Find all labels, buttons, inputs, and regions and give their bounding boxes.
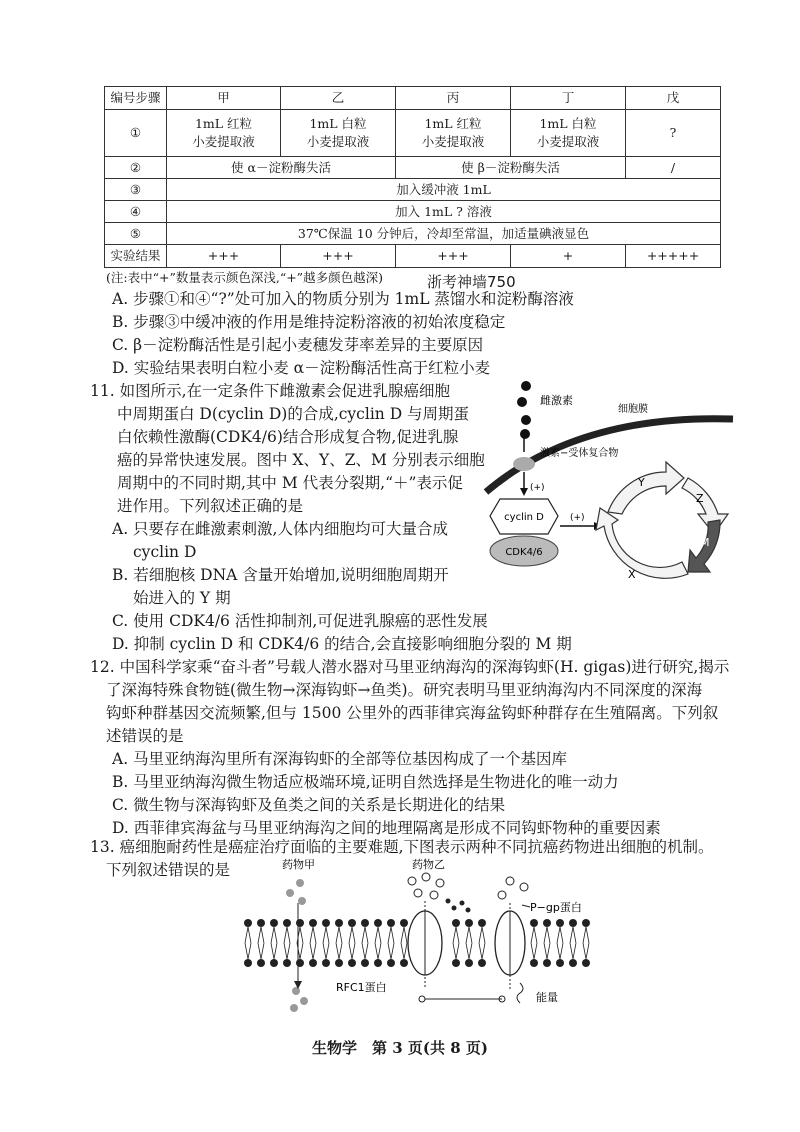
lipid-head [582,959,590,967]
lipid-head [452,919,460,927]
drug-a-particle [298,897,306,905]
lipid-tail [310,943,316,959]
table-cell: 加入 1mL ? 溶液 [167,201,721,223]
lipid-tail [583,927,589,943]
plus-label: (+) [530,483,545,493]
lipid-head [348,959,356,967]
lipid-head [400,919,408,927]
lipid-tail [453,943,459,959]
cyclin-d-label: cyclin D [504,512,544,523]
table-cell: 使 β－淀粉酶失活 [396,157,626,179]
table-note: (注:表中“+”数量表示颜色深浅,“+”越多颜色越深) [106,270,383,285]
ligand-dot [466,908,471,913]
table-cell: +++++ [626,245,721,268]
phase-x-label: X [628,568,636,581]
lipid-head [283,919,291,927]
lipid-tail [375,943,381,959]
drug-b-label: 药物乙 [412,858,445,871]
lipid-tail [349,927,355,943]
table-row [105,223,721,245]
lipid-tail [349,943,355,959]
q12-option-c: C. 微生物与深海钩虾及鱼类之间的关系是长期进化的结果 [112,796,506,814]
table-cell: ? [626,110,721,157]
lipid-tail [336,943,342,959]
lipid-head [400,959,408,967]
drug-b-particle [430,891,438,899]
step-label: ② [105,157,167,179]
q11-option-d: D. 抑制 cyclin D 和 CDK4/6 的结合,会直接影响细胞分裂的 M 期 [112,635,572,653]
lipid-tail [245,943,251,959]
table-row [105,245,721,268]
table-cell: +++ [167,245,281,268]
phase-m-label: M [700,536,710,549]
drug-b-particle [520,883,528,891]
lipid-head [348,919,356,927]
cycle-arrow-y [608,462,684,514]
pgp-pointer [522,905,530,907]
drug-transport-figure [240,853,600,1023]
q10-option-b: B. 步骤③中缓冲液的作用是维持淀粉溶液的初始浓度稳定 [112,313,506,331]
lipid-head [465,919,473,927]
lipid-head [244,919,252,927]
lipid-head [569,919,577,927]
table-cell: 使 α－淀粉酶失活 [167,157,396,179]
lipid-tail [258,943,264,959]
lipid-tail [284,927,290,943]
membrane-label: 细胞膜 [618,404,648,415]
step-label: ③ [105,179,167,201]
lipid-tail [245,927,251,943]
table-header-cell: 甲 [167,87,281,110]
lipid-tail [570,943,576,959]
lipid-head [530,919,538,927]
cell-line: 小麦提取液 [306,134,370,149]
lipid-head [543,919,551,927]
table-cell: / [626,157,721,179]
q11-stem-line: 中周期蛋白 D(cyclin D)的合成,cyclin D 与周期蛋 [117,405,470,423]
q10-option-a: A. 步骤①和④“?”处可加入的物质分别为 1mL 蒸馏水和淀粉酶溶液 [112,290,574,308]
estrogen-dot [520,429,530,439]
cycle-arrow-z [682,478,728,534]
phase-y-label: Y [638,476,645,489]
lipid-tail [570,927,576,943]
cell-cycle-figure [478,374,738,584]
step-label: ① [105,110,167,157]
lipid-tail [375,927,381,943]
q12-stem-line: 了深海特殊食物链(微生物→深海钩虾→鱼类)。研究表明马里亚纳海沟内不同深度的深海 [106,681,703,699]
lipid-head [244,959,252,967]
drug-b-particle [419,996,425,1002]
q11-stem-line: 白依赖性激酶(CDK4/6)结合形成复合物,促进乳腺 [117,428,459,446]
step-label: 实验结果 [105,245,167,268]
table-row [105,157,721,179]
drug-a-particle [290,1004,298,1012]
cell-line: 小麦提取液 [421,134,485,149]
q11-stem-line: 癌的异常快速发展。图中 X、Y、Z、M 分别表示细胞 [117,451,485,469]
receptor-complex [513,457,535,471]
q10-option-d: D. 实验结果表明白粒小麦 α－淀粉酶活性高于红粒小麦 [112,359,491,377]
lipid-tail [362,927,368,943]
lipid-tail [544,943,550,959]
lipid-head [478,959,486,967]
estrogen-label: 雌激素 [540,394,573,407]
lipid-head [361,959,369,967]
lipid-head [257,959,265,967]
q12-option-d: D. 西菲律宾海盆与马里亚纳海沟之间的地理隔离是形成不同钩虾物种的重要因素 [112,819,661,837]
q13-stem-line: 下列叙述错误的是 [106,861,231,879]
table-cell [281,110,396,157]
table-row [105,179,721,201]
lipid-tail [388,943,394,959]
cell-line: 小麦提取液 [536,134,600,149]
drug-a-label: 药物甲 [282,858,315,871]
estrogen-dot [517,397,527,407]
lipid-head [569,959,577,967]
lipid-head [270,919,278,927]
lipid-head [543,959,551,967]
lipid-tail [271,943,277,959]
q11-option-b: B. 若细胞核 DNA 含量开始增加,说明细胞周期开 [112,566,449,584]
lipid-head [556,959,564,967]
estrogen-dot [521,415,531,425]
pgp-label: P−gp蛋白 [530,901,582,914]
table-header-cell: 丙 [396,87,511,110]
q11-option-c: C. 使用 CDK4/6 活性抑制剂,可促进乳腺癌的恶性发展 [112,612,488,630]
phase-z-label: Z [696,492,704,505]
drug-b-particle [436,879,444,887]
q12-option-a: A. 马里亚纳海沟里所有深海钩虾的全部等位基因构成了一个基因库 [112,750,568,768]
lipid-tail [531,943,537,959]
ligand-dot [452,906,457,911]
q11-stem-line: 11. 如图所示,在一定条件下雌激素会促进乳腺癌细胞 [90,382,451,400]
lipid-head [465,959,473,967]
watermark-text: 浙考神墙750 [427,273,516,291]
lipid-head [530,959,538,967]
q10-option-c: C. β－淀粉酶活性是引起小麦穗发芽率差异的主要原因 [112,336,484,354]
table-header-cell: 丁 [511,87,626,110]
ligand-dots [446,899,471,913]
lipid-tail [401,943,407,959]
q12-option-b: B. 马里亚纳海沟微生物适应极端环境,证明自然选择是生物进化的唯一动力 [112,773,619,791]
lipid-head [374,919,382,927]
cell-line: 1mL 白粒 [539,116,597,131]
lipid-head [556,919,564,927]
energy-squiggle [517,983,523,1003]
lipid-tail [323,943,329,959]
cell-line: 1mL 红粒 [194,116,253,131]
drug-a-particle [296,879,304,887]
step-label: ⑤ [105,223,167,245]
lipid-head [582,919,590,927]
table-cell: +++ [281,245,396,268]
q11-stem-line: 周期中的不同时期,其中 M 代表分裂期,“＋”表示促 [117,474,463,492]
table-header-row [105,87,721,110]
lipid-tail [336,927,342,943]
cell-line: 小麦提取液 [192,134,255,149]
drug-a-particle [300,997,308,1005]
lipid-tail [583,943,589,959]
drug-a-particle [292,987,300,995]
drug-b-particle [506,877,514,885]
lipid-head [309,919,317,927]
q11-option-a: A. 只要存在雌激素刺激,人体内细胞均可大量合成 [112,520,448,538]
table-header-cell: 编号步骤 [105,87,167,110]
table-cell: + [511,245,626,268]
cycle-arrow-x [596,508,688,578]
drug-b-particle [414,889,422,897]
drug-a-particle [286,889,294,897]
lipid-tail [544,927,550,943]
lipid-tail [531,927,537,943]
lipid-tail [284,943,290,959]
lipid-tail [388,927,394,943]
q11-stem-line: 进作用。下列叙述正确的是 [117,497,304,515]
lipid-tail [401,927,407,943]
lipid-head [257,919,265,927]
table-cell: +++ [396,245,511,268]
table-cell: 加入缓冲液 1mL [167,179,721,201]
drug-b-particle [422,873,430,881]
lipid-tail [557,943,563,959]
lipid-tail [310,927,316,943]
lipid-tail [271,927,277,943]
lipid-head [270,959,278,967]
cell-line: 1mL 白粒 [309,116,367,131]
lipid-tail [258,927,264,943]
experiment-table [104,86,721,268]
complex-label: 激素−受体复合物 [540,448,619,459]
step-label: ④ [105,201,167,223]
lipid-head [387,959,395,967]
lipid-head [387,919,395,927]
page-footer: 生物学 第 3 页(共 8 页) [312,1039,488,1057]
lipid-head [296,919,304,927]
lipid-head [283,959,291,967]
ligand-dot [460,901,465,906]
drug-b-particle [408,877,416,885]
lipid-head [322,959,330,967]
table-cell [167,110,281,157]
plus-label: (+) [570,513,585,523]
cell-line: 1mL 红粒 [424,116,482,131]
lipid-head [335,959,343,967]
estrogen-dot [521,381,531,391]
table-cell [396,110,511,157]
lipid-head [335,919,343,927]
q12-stem-line: 12. 中国科学家乘“奋斗者”号载人潜水器对马里亚纳海沟的深海钩虾(H. gigas)进行研究,揭示 [90,658,730,676]
energy-label: 能量 [536,991,558,1004]
lipid-head [309,959,317,967]
lipid-head [361,919,369,927]
q12-stem-line: 钩虾种群基因交流频繁,但与 1500 公里外的西菲律宾海盆钩虾种群存在生殖隔离。下列叙 [106,704,719,722]
lipid-tail [466,927,472,943]
lipid-tail [557,927,563,943]
drug-b-particle [498,891,506,899]
table-cell: 37℃保温 10 分钟后，冷却至常温，加适量碘液显色 [167,223,721,245]
table-header-cell: 戊 [626,87,721,110]
arrow-head [520,488,528,496]
q12-stem-line: 述错误的是 [106,727,184,745]
table-cell [511,110,626,157]
lipid-head [478,919,486,927]
rfc1-label: RFC1蛋白 [336,981,387,994]
q11-option-b-cont: 始进入的 Y 期 [133,589,231,607]
lipid-tail [362,943,368,959]
table-row [105,110,721,157]
lipid-tail [479,943,485,959]
table-header-cell: 乙 [281,87,396,110]
lipid-tail [453,927,459,943]
ligand-dot [446,899,451,904]
lipid-head [322,919,330,927]
lipid-tail [323,927,329,943]
lipid-head [296,959,304,967]
lipid-tail [466,943,472,959]
lipid-tail [479,927,485,943]
table-row [105,201,721,223]
q11-option-a-cont: cyclin D [133,543,197,561]
q13-stem-line: 13. 癌细胞耐药性是癌症治疗面临的主要难题,下图表示两种不同抗癌药物进出细胞的机制。 [90,838,714,856]
lipid-head [374,959,382,967]
cdk-label: CDK4/6 [505,547,543,558]
lipid-head [452,959,460,967]
